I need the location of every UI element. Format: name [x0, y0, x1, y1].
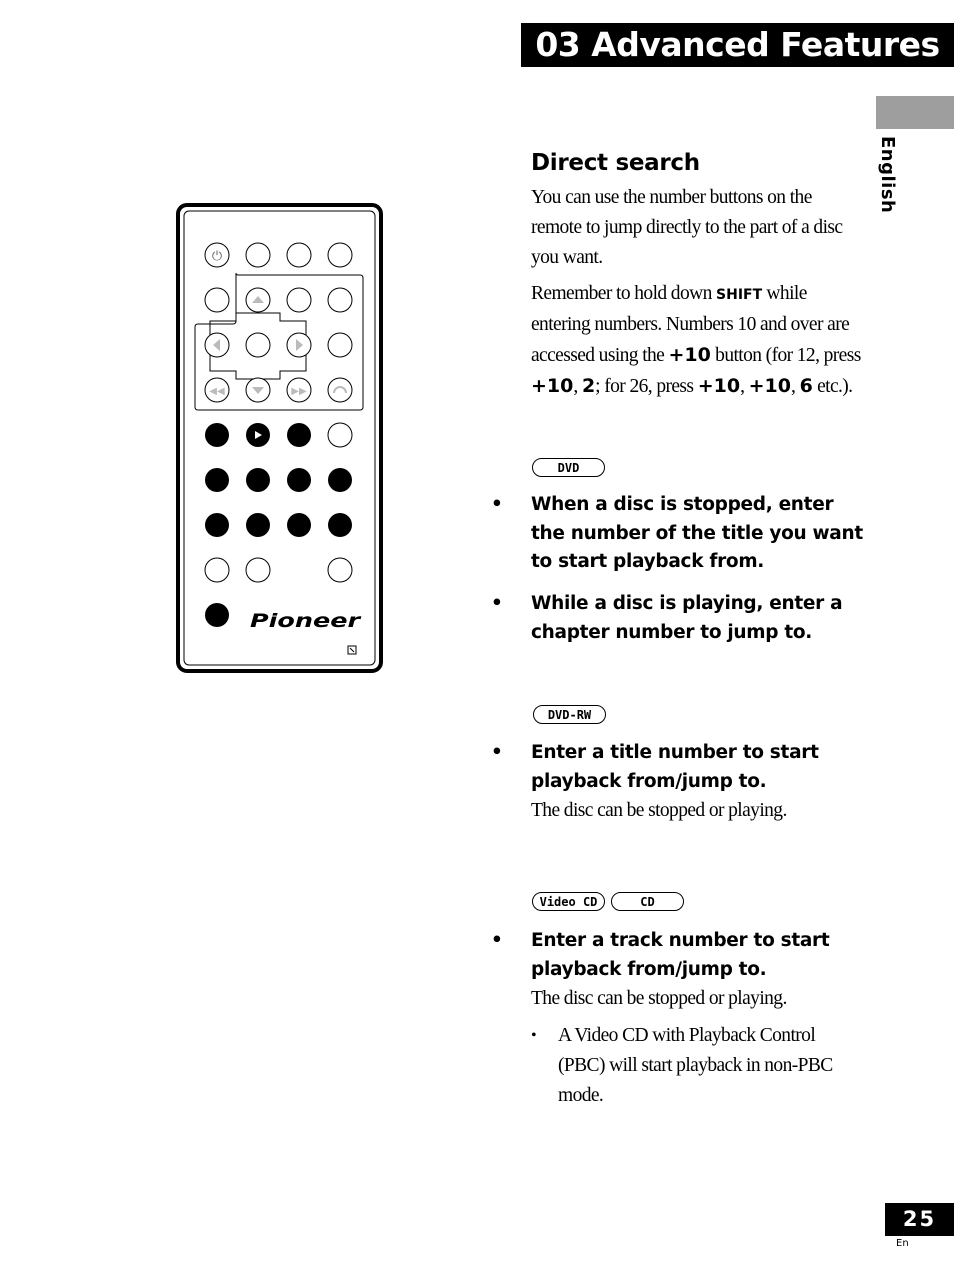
- number-button: [287, 513, 311, 537]
- cd-badge: CD: [611, 892, 684, 911]
- number-button: [205, 513, 229, 537]
- intro-paragraph: You can use the number buttons on the remote to jump directly to the part of a disc you want.: [531, 187, 843, 268]
- remote-button: [205, 288, 229, 312]
- bullet-dot: •: [491, 742, 503, 763]
- page-language-code: En: [896, 1238, 909, 1249]
- key-label: 2: [581, 375, 596, 397]
- key-label: +10: [697, 375, 741, 397]
- remote-button: [328, 333, 352, 357]
- bullet-text: When a disc is stopped, enter the number of the title you want to start playback from.: [531, 494, 863, 572]
- text-run: ,: [791, 376, 800, 397]
- text-run: etc.).: [812, 376, 853, 397]
- dvd-rw-badge: DVD-RW: [533, 705, 606, 724]
- text-run: while entering numbers. Numbers 10 and over are accessed using the: [531, 283, 850, 366]
- page-number: 25: [885, 1203, 954, 1236]
- video-cd-badge: Video CD: [532, 892, 605, 911]
- text-run: button (for 12, press: [710, 345, 861, 366]
- number-button: [328, 513, 352, 537]
- section-title: Direct search: [531, 150, 700, 176]
- rewind-icon: ◀◀: [209, 386, 225, 397]
- remote-button: [328, 558, 352, 582]
- key-label: +10: [748, 375, 791, 397]
- dvd-badge: DVD: [532, 458, 605, 477]
- bullet-text: Enter a title number to start playback from/jump to.: [531, 742, 819, 792]
- number-button: [328, 468, 352, 492]
- dvdrw-note: The disc can be stopped or playing.: [531, 800, 787, 821]
- remote-button: [205, 558, 229, 582]
- bullet-dot: •: [531, 1027, 537, 1044]
- remote-button: [287, 243, 311, 267]
- instructions-paragraph: [531, 279, 866, 402]
- bullet-dot: •: [491, 494, 503, 515]
- shift-button: [205, 603, 229, 627]
- remote-control-illustration: [176, 203, 384, 675]
- text-run: ; for 26, press: [595, 376, 698, 397]
- return-button: [328, 378, 352, 402]
- remote-button: [287, 288, 311, 312]
- remote-button: [287, 423, 311, 447]
- bullet-dot: •: [491, 930, 503, 951]
- number-button: [246, 468, 270, 492]
- number-button: [205, 468, 229, 492]
- language-tab-block: [876, 96, 954, 129]
- bullet-dot: •: [491, 593, 503, 614]
- pioneer-logo: Pioneer: [250, 610, 363, 632]
- power-icon: ⏻: [211, 249, 223, 264]
- remote-button: [328, 288, 352, 312]
- language-label: English: [877, 136, 898, 214]
- bullet-text: While a disc is playing, enter a chapter number to jump to.: [531, 593, 843, 643]
- fast-forward-icon: ▶▶: [291, 386, 307, 397]
- remote-button: [246, 558, 270, 582]
- remote-button: [205, 423, 229, 447]
- key-label: +10: [531, 375, 574, 397]
- plus10-key-label: +10: [668, 344, 711, 366]
- remote-button: [328, 423, 352, 447]
- remote-button: [328, 243, 352, 267]
- key-label: 6: [799, 375, 813, 397]
- bullet-text: Enter a track number to start playback from/jump to.: [531, 930, 830, 980]
- remote-button: [246, 243, 270, 267]
- text-run: ,: [740, 376, 749, 397]
- chapter-title: 03 Advanced Features: [521, 23, 954, 67]
- number-button: [246, 513, 270, 537]
- number-button: [287, 468, 311, 492]
- shift-key-label: SHIFT: [716, 287, 763, 303]
- text-run: Remember to hold down: [531, 283, 717, 304]
- subnote-text: A Video CD with Playback Control (PBC) will start playback in non-PBC mode.: [558, 1025, 833, 1106]
- text-run: ,: [573, 376, 582, 397]
- vcd-note: The disc can be stopped or playing.: [531, 988, 787, 1009]
- enter-button: [246, 333, 270, 357]
